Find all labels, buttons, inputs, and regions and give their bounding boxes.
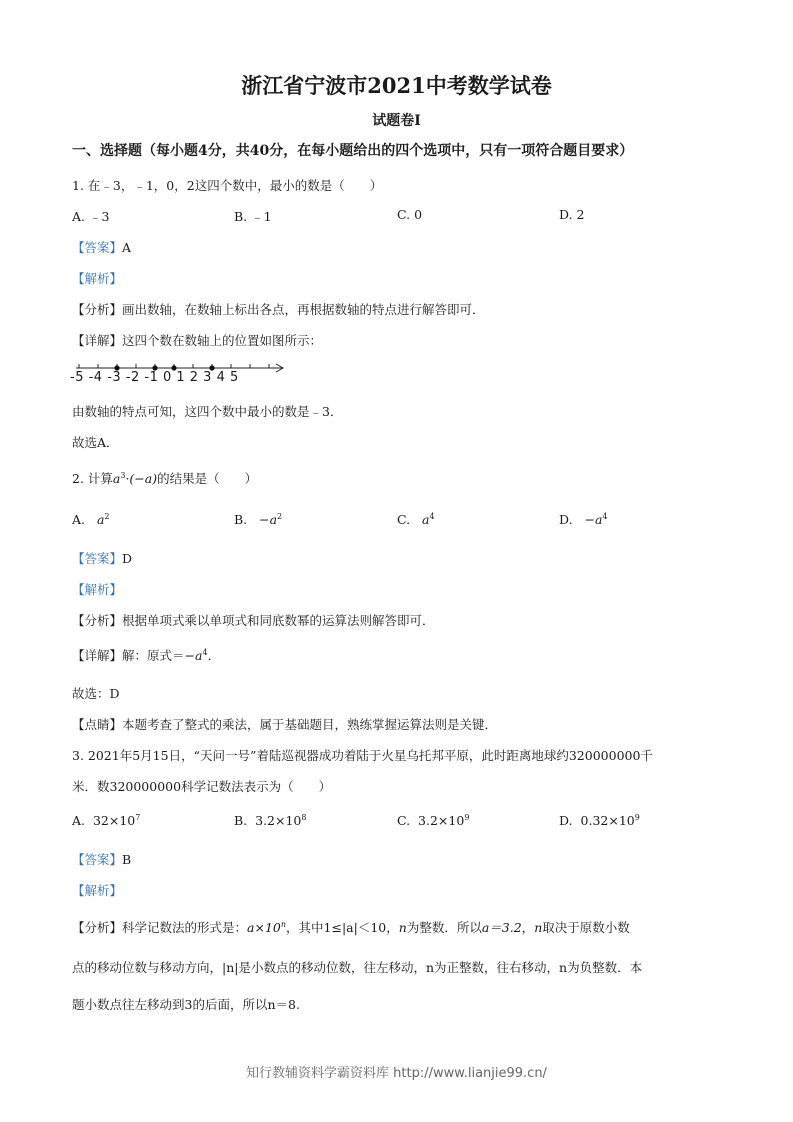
q2-option-b: B. $-a^2$ <box>234 511 283 527</box>
q2-option-a: A. $a^2$ <box>72 511 110 527</box>
page-title: 浙江省宁波市2021中考数学试卷 <box>241 73 552 98</box>
q1-answer <box>72 238 131 256</box>
q3-option-c: C. $3.2\times 10^9$ <box>397 812 470 828</box>
q3-stem-line1: 3. 2021年5月15日，“天问一号”着陆巡视器成功着陆于火星乌托邦平原，此时距离地球约320000000千 <box>72 748 653 763</box>
q2-analysis-tag: 【解析】 <box>72 582 123 597</box>
q1-conclusion: 由数轴的特点可知，这四个数中最小的数是﹣3． <box>72 404 343 419</box>
q2-answer: 【答案】D <box>72 551 133 566</box>
q1-analysis-tag: 【解析】 <box>72 271 123 286</box>
q2-option-d: D. $-a^4$ <box>559 511 608 527</box>
q3-option-a: A. $32\times 10^7$ <box>72 812 141 828</box>
q3-stem-line2: 米．数320000000科学记数法表示为（ ） <box>72 779 332 794</box>
q3-fenxi-line1: 【分析】科学记数法的形式是：$a\times 10^n$，其中1≤|a|＜10，n为整数．所以a＝3.2，n取决于原数小数 <box>72 919 630 935</box>
number-line-labels: -5 -4 -3 -2 -1 0 1 2 3 4 5 <box>70 370 239 385</box>
q1-stem: 1. 在﹣3，﹣1，0，2这四个数中，最小的数是（ ） <box>72 178 383 193</box>
q2-fenxi: 【分析】根据单项式乘以单项式和同底数幂的运算法则解答即可． <box>72 613 435 628</box>
page-subtitle: 试题卷Ⅰ <box>372 113 421 129</box>
q1-option-c: C. 0 <box>397 207 423 222</box>
q2-dianjing: 【点睛】本题考查了整式的乘法，属于基础题目，熟练掌握运算法则是关键． <box>72 717 498 732</box>
q3-answer: 【答案】B <box>72 852 132 867</box>
q2-xiangjie: 【详解】解：原式$=-a^4$． <box>72 647 221 663</box>
q1-option-d: D. 2 <box>559 207 585 222</box>
q3-analysis-tag: 【解析】 <box>72 883 123 898</box>
q1-xiangjie: 【详解】这四个数在数轴上的位置如图所示： <box>72 333 323 348</box>
q1-fenxi: 【分析】画出数轴，在数轴上标出各点，再根据数轴的特点进行解答即可． <box>72 302 485 317</box>
q2-stem: 2. 计算$a^3\cdot(-a)$的结果是（ ） <box>72 470 258 486</box>
page-footer: 知行教辅资料学霸资料库 http://www.lianjie99.cn/ <box>246 1066 547 1081</box>
q3-fenxi-line2: 点的移动位数与移动方向，|n|是小数点的移动位数，往左移动，n为正整数，往右移动，n为负整数．本 <box>72 960 643 975</box>
q1-option-a: A. ﹣3 <box>72 209 110 224</box>
q2-choose: 故选：D <box>72 686 120 701</box>
q3-fenxi-line3: 题小数点往左移动到3的后面，所以n＝8. <box>72 997 300 1012</box>
answer-value: A <box>122 240 132 255</box>
q1-choose: 故选A． <box>72 435 119 450</box>
q2-option-c: C. $a^4$ <box>397 511 435 527</box>
q3-option-d: D. $0.32\times 10^9$ <box>559 812 640 828</box>
section-heading: 一、选择题（每小题4分，共40分，在每小题给出的四个选项中，只有一项符合题目要求） <box>72 143 634 159</box>
answer-tag: 【答案】 <box>72 240 123 255</box>
q1-option-b: B. ﹣1 <box>234 209 272 224</box>
q3-option-b: B. $3.2\times 10^8$ <box>234 812 307 828</box>
